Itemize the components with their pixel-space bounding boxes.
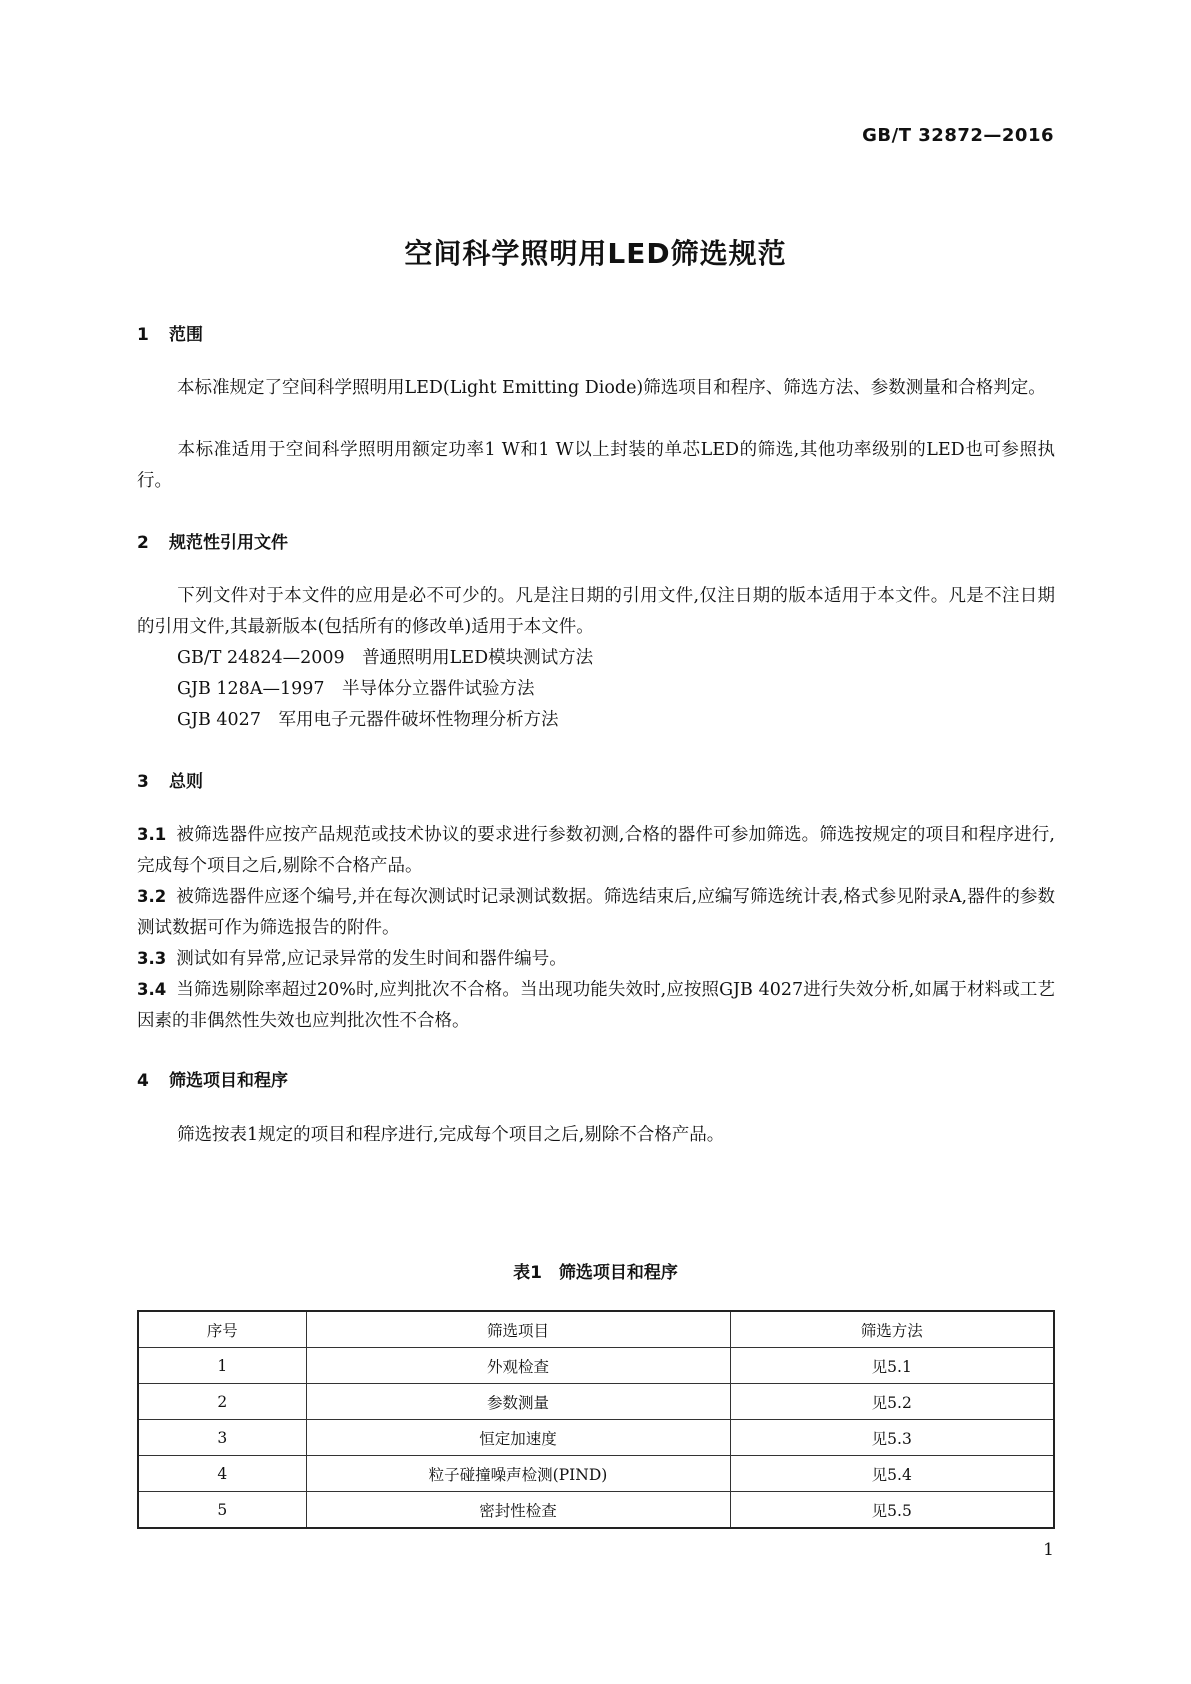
section-title: 总则 [169,772,203,792]
reference-item: GJB 128A—1997 半导体分立器件试验方法 [177,679,535,699]
section-number: 1 [137,325,149,345]
paragraph-text: 下列文件对于本文件的应用是必不可少的。凡是注日期的引用文件,仅注日期的版本适用于本文件。凡是不注日期的引用文件,其最新版本(包括所有的修改单)适用于本文件。 [137,586,1055,637]
table-cell: 见5.1 [730,1348,1054,1384]
section-title: 规范性引用文件 [169,533,288,553]
section-title: 范围 [169,325,203,345]
section-2-paragraph-1 [137,581,1055,643]
section-1-heading [137,320,203,345]
section-number: 2 [137,533,149,553]
table-cell: 见5.5 [730,1492,1054,1529]
section-3-heading [137,767,203,792]
table-header-cell: 筛选项目 [306,1311,730,1348]
section-4-paragraph-1 [137,1120,1055,1151]
clause-text: 测试如有异常,应记录异常的发生时间和器件编号。 [176,949,567,969]
table-caption: 表1 筛选项目和程序 [513,1263,678,1283]
section-2-heading [137,528,288,553]
standard-number: GB/T 32872—2016 [862,125,1054,146]
clause-number: 3.4 [137,980,167,999]
clause-3-4 [137,974,1055,1037]
document-title: 空间科学照明用LED筛选规范 [404,237,787,270]
table-header-cell: 筛选方法 [730,1311,1054,1348]
table-header-row [138,1311,1054,1348]
table-cell: 恒定加速度 [306,1420,730,1456]
paragraph-text: 本标准规定了空间科学照明用LED(Light Emitting Diode)筛选项目和程序、筛选方法、参数测量和合格判定。 [177,378,1046,398]
table-cell: 4 [138,1456,306,1492]
table-cell: 见5.4 [730,1456,1054,1492]
clause-3-2 [137,881,1055,944]
page-number: 1 [1043,1540,1054,1560]
clause-3-3 [137,943,1055,975]
screening-table [137,1310,1055,1529]
table-cell: 见5.3 [730,1420,1054,1456]
table-header-cell: 序号 [138,1311,306,1348]
table-cell: 见5.2 [730,1384,1054,1420]
table-row [138,1456,1054,1492]
paragraph-text: 本标准适用于空间科学照明用额定功率1 W和1 W以上封装的单芯LED的筛选,其他功率级别的LED也可参照执行。 [137,440,1055,491]
table-row [138,1492,1054,1529]
table-row [138,1348,1054,1384]
reference-item: GJB 4027 军用电子元器件破坏性物理分析方法 [177,710,559,730]
section-1-paragraph-2 [137,435,1055,497]
section-number: 4 [137,1071,149,1091]
paragraph-text: 筛选按表1规定的项目和程序进行,完成每个项目之后,剔除不合格产品。 [177,1125,725,1145]
clause-text: 当筛选剔除率超过20%时,应判批次不合格。当出现功能失效时,应按照GJB 4027进行失效分析,如属于材料或工艺因素的非偶然性失效也应判批次性不合格。 [137,980,1055,1031]
section-4-heading [137,1066,288,1091]
table-cell: 粒子碰撞噪声检测(PIND) [306,1456,730,1492]
reference-item: GB/T 24824—2009 普通照明用LED模块测试方法 [177,648,594,668]
table-cell: 5 [138,1492,306,1529]
clause-3-1 [137,819,1055,882]
table-cell: 2 [138,1384,306,1420]
table-cell: 参数测量 [306,1384,730,1420]
clause-number: 3.3 [137,949,167,968]
section-number: 3 [137,772,149,792]
table-row [138,1384,1054,1420]
clause-text: 被筛选器件应逐个编号,并在每次测试时记录测试数据。筛选结束后,应编写筛选统计表,格式参见附录A,器件的参数测试数据可作为筛选报告的附件。 [137,887,1055,938]
reference-list [177,643,593,736]
section-1-paragraph-1 [137,373,1055,404]
table-row [138,1420,1054,1456]
clause-text: 被筛选器件应按产品规范或技术协议的要求进行参数初测,合格的器件可参加筛选。筛选按规定的项目和程序进行,完成每个项目之后,剔除不合格产品。 [137,825,1055,876]
table-cell: 外观检查 [306,1348,730,1384]
clause-number: 3.1 [137,825,167,844]
clause-number: 3.2 [137,887,167,906]
section-title: 筛选项目和程序 [169,1071,288,1091]
table-cell: 3 [138,1420,306,1456]
table-cell: 1 [138,1348,306,1384]
table-cell: 密封性检查 [306,1492,730,1529]
